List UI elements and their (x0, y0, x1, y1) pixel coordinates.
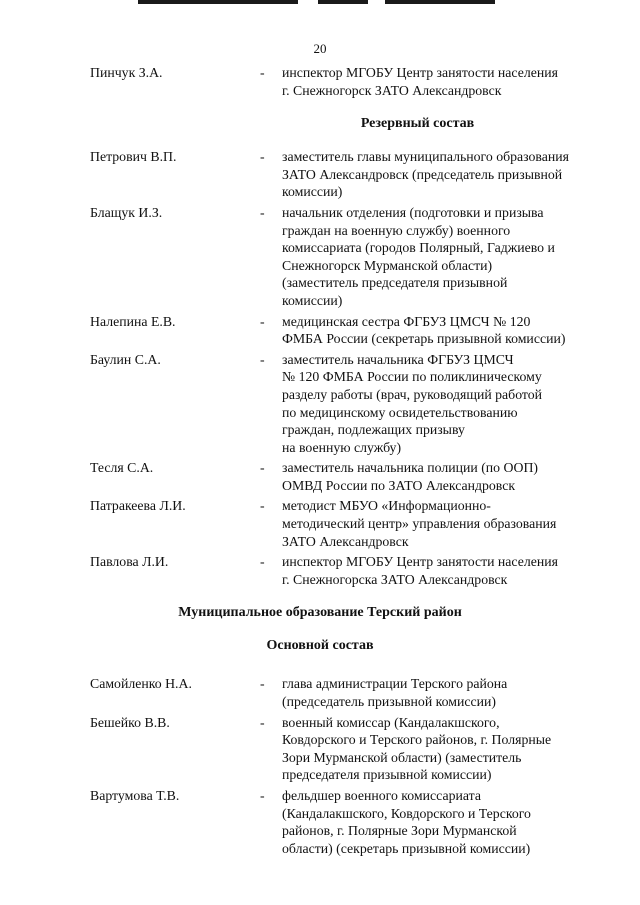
member-name: Петрович В.П. (90, 149, 177, 165)
role-line: граждан на военную службу) военного (282, 222, 511, 238)
member-name: Патракеева Л.И. (90, 498, 186, 514)
role-line: (заместитель председателя призывной (282, 275, 508, 291)
role-line: Снежногорск Мурманской области) (282, 257, 493, 273)
role-line: г. Снежногорска ЗАТО Александровск (282, 571, 508, 587)
role-line: председателя призывной комиссии) (282, 767, 492, 783)
role-line: ЗАТО Александровск (председатель призывной (282, 166, 563, 182)
reserve-heading: Резервный состав (360, 116, 475, 132)
role-line: ФМБА России (секретарь призывной комиссии) (282, 331, 566, 347)
member-entry (90, 204, 605, 310)
member-name: Блащук И.З. (90, 204, 163, 220)
member-role (282, 675, 604, 710)
role-line: заместитель начальника полиции (по ООП) (282, 460, 539, 476)
dash-separator: - (260, 351, 265, 367)
dash-separator: - (260, 149, 265, 165)
member-name: Налепина Е.В. (90, 313, 176, 329)
role-line: Ковдорского и Терского районов, г. Полярные (282, 732, 552, 748)
role-line: ОМВД России по ЗАТО Александровск (282, 477, 516, 493)
role-line: районов, г. Полярные Зори Мурманской (282, 823, 517, 839)
dash-separator: - (260, 65, 265, 80)
member-role (282, 313, 604, 348)
dash-separator: - (260, 554, 265, 570)
role-line: Зори Мурманской области) (заместитель (282, 749, 522, 765)
member-name: Вартумова Т.В. (90, 788, 180, 803)
role-line: комиссии) (282, 292, 343, 308)
role-line: глава администрации Терского района (282, 676, 508, 692)
dash-separator: - (260, 498, 265, 514)
municipality-heading: Муниципальное образование Терский район (178, 605, 462, 621)
role-line: граждан, подлежащих призыву (282, 422, 465, 438)
role-line: инспектор МГОБУ Центр занятости населения (282, 65, 558, 80)
member-entry (90, 148, 605, 201)
dash-separator: - (260, 460, 265, 476)
role-line: комиссии) (282, 184, 343, 200)
role-line: методист МБУО «Информационно- (282, 498, 491, 514)
role-line: на военную службу) (282, 439, 402, 455)
member-name: Тесля С.А. (90, 460, 154, 476)
reserve-list (90, 148, 605, 588)
role-line: № 120 ФМБА России по поликлиническому (282, 369, 542, 385)
role-line: (председатель призывной комиссии) (282, 694, 497, 710)
member-role (282, 497, 604, 550)
member-entry (90, 787, 605, 857)
member-entry (90, 553, 605, 588)
role-line: военный комиссар (Кандалакшского, (282, 714, 500, 730)
role-line: начальник отделения (подготовки и призыва (282, 204, 544, 220)
member-name: Бешейко В.В. (90, 714, 170, 730)
dash-separator: - (260, 714, 265, 730)
member-entry (90, 313, 605, 348)
member-role (282, 351, 604, 457)
member-role (282, 787, 604, 857)
role-line: фельдшер военного комиссариата (282, 788, 481, 803)
role-line: заместитель главы муниципального образования (282, 149, 569, 165)
role-line: заместитель начальника ФГБУЗ ЦМСЧ (282, 351, 514, 367)
member-entry (90, 675, 605, 710)
member-role (282, 553, 604, 588)
member-name: Пинчук З.А. (90, 65, 163, 80)
member-role (282, 148, 604, 201)
top-edge-mark (385, 0, 495, 4)
member-entry (90, 459, 605, 494)
member-name: Павлова Л.И. (90, 554, 169, 570)
dash-separator: - (260, 788, 265, 803)
role-line: методический центр» управления образования (282, 516, 557, 532)
role-line: по медицинскому освидетельствованию (282, 404, 518, 420)
top-edge-mark (138, 0, 298, 4)
role-line: комиссариата (городов Полярный, Гаджиево и (282, 240, 555, 256)
role-line: разделу работы (врач, руководящий работой (282, 386, 543, 402)
role-line: ЗАТО Александровск (282, 533, 409, 549)
document-body (90, 64, 605, 857)
top-edge-mark (318, 0, 368, 4)
member-name: Баулин С.А. (90, 351, 161, 367)
role-line: медицинская сестра ФГБУЗ ЦМСЧ № 120 (282, 313, 531, 329)
member-entry (90, 64, 605, 99)
member-role (282, 204, 604, 310)
role-line: (Кандалакшского, Ковдорского и Терского (282, 805, 531, 821)
role-line: области) (секретарь призывной комиссии) (282, 840, 531, 856)
dash-separator: - (260, 676, 265, 692)
member-name: Самойленко Н.А. (90, 676, 192, 692)
member-role (282, 64, 604, 99)
member-entry (90, 497, 605, 550)
member-entry (90, 714, 605, 784)
member-entry (90, 351, 605, 457)
dash-separator: - (260, 204, 265, 220)
main-heading: Основной состав (266, 638, 374, 654)
role-line: инспектор МГОБУ Центр занятости населения (282, 554, 558, 570)
member-role (282, 459, 604, 494)
role-line: г. Снежногорск ЗАТО Александровск (282, 82, 502, 98)
member-role (282, 714, 604, 784)
page-number: 20 (313, 41, 327, 56)
first-entry-block (90, 64, 605, 99)
main-list (90, 675, 605, 857)
dash-separator: - (260, 313, 265, 329)
